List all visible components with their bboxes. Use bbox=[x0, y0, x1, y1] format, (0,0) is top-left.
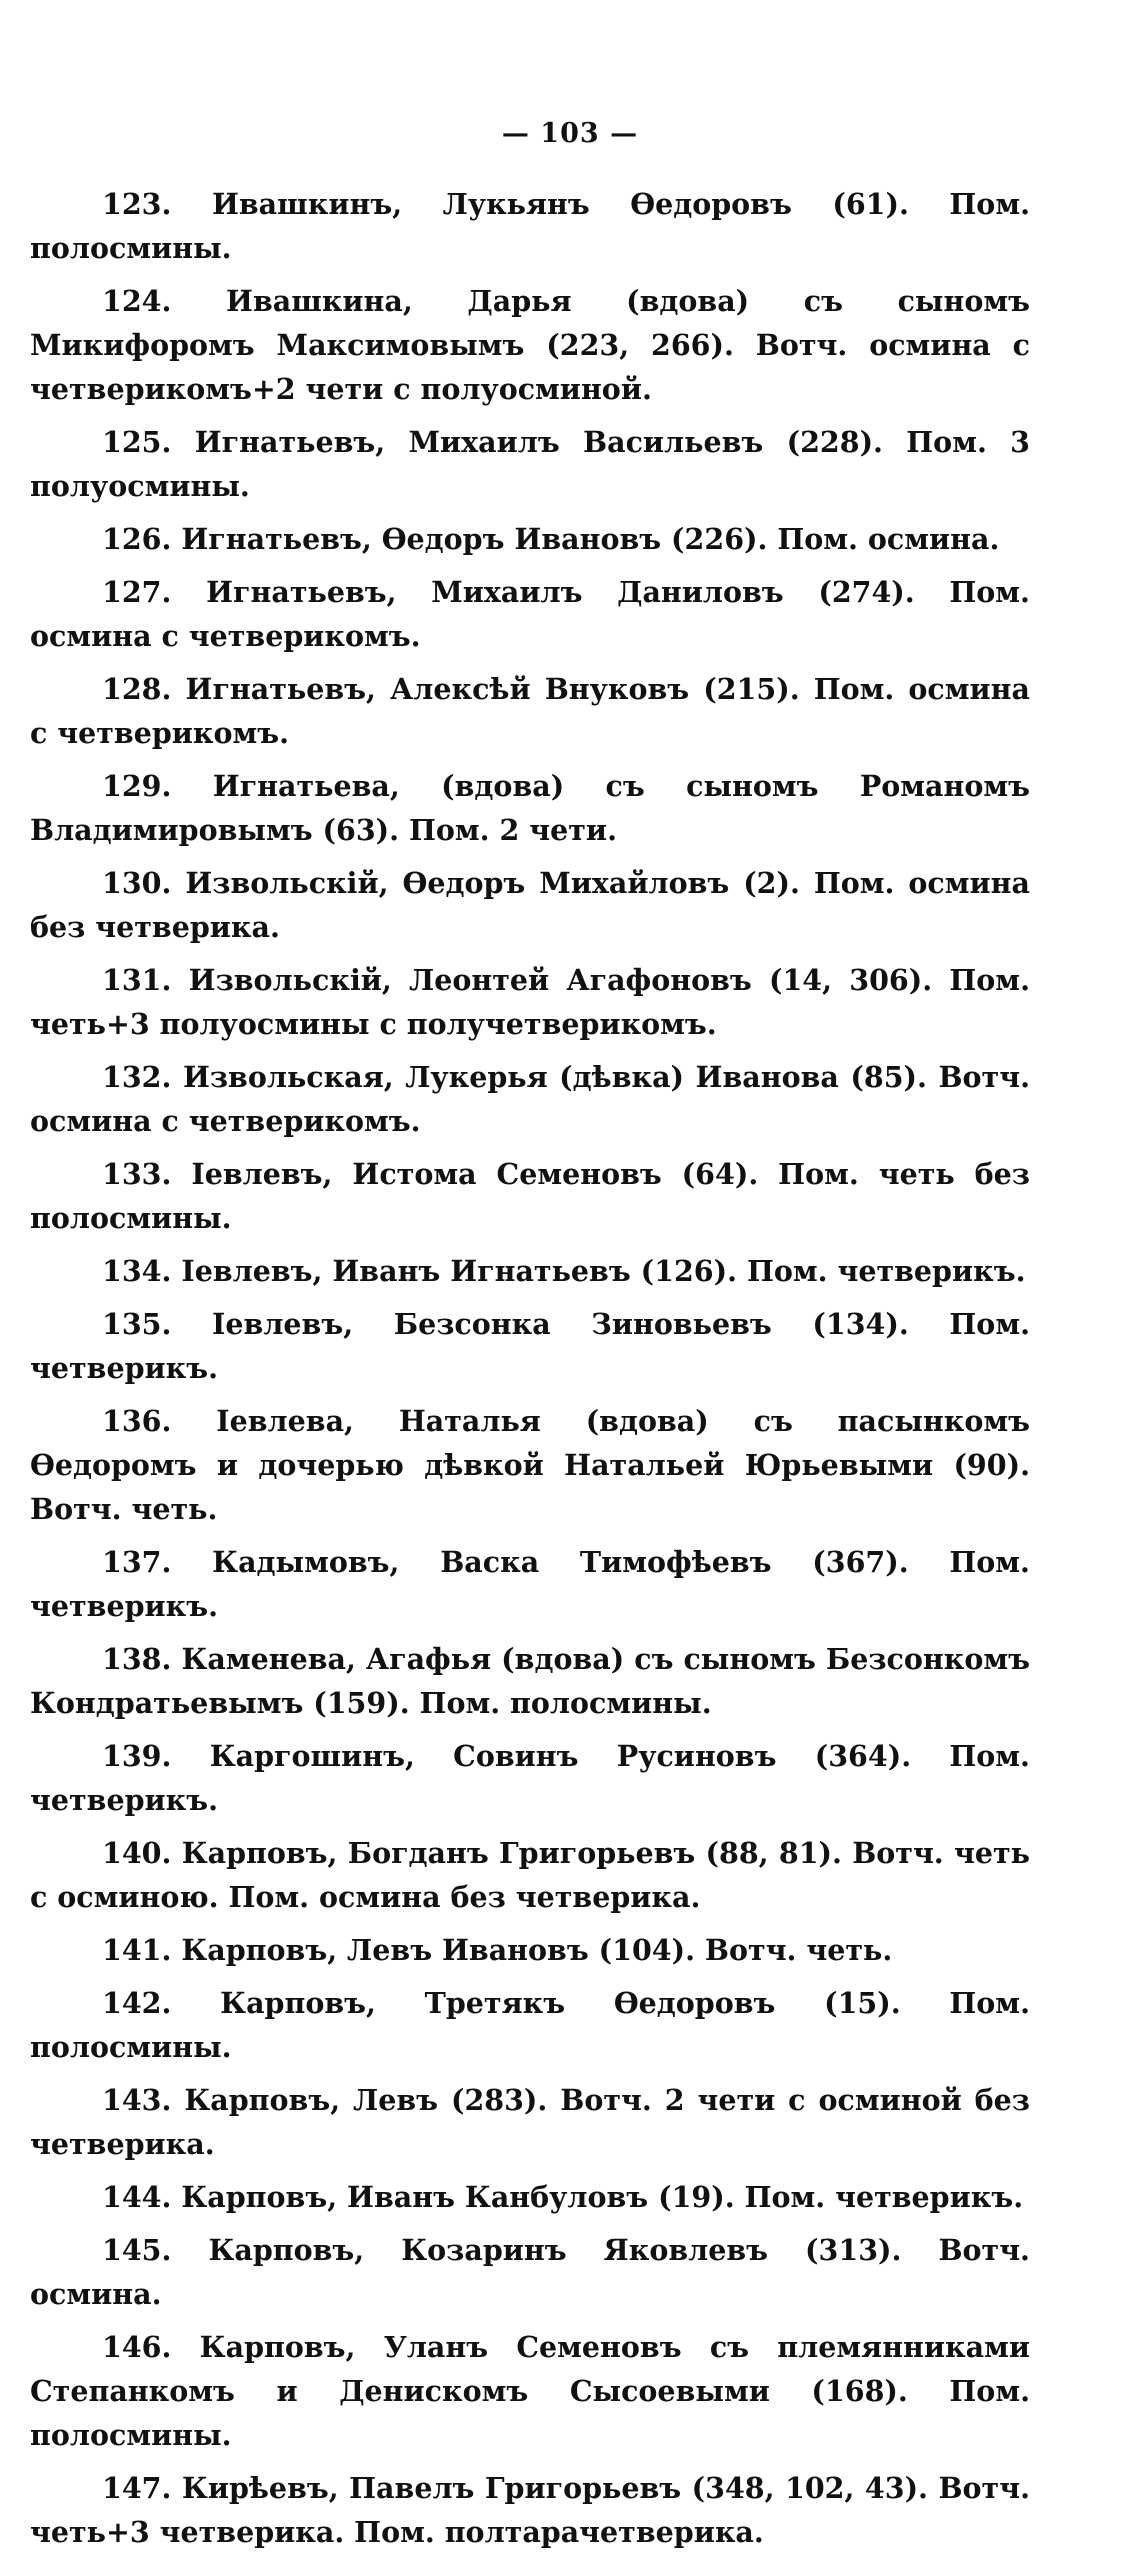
list-item bbox=[30, 517, 1030, 561]
entry-text: Игнатьевъ, Алексѣй Внуковъ (215). Пом. осмина с четверикомъ. bbox=[30, 672, 1030, 750]
list-item bbox=[30, 2325, 1030, 2457]
entry-number: 138. bbox=[102, 1642, 172, 1676]
list-item bbox=[30, 764, 1030, 852]
list-item bbox=[30, 570, 1030, 658]
entry-number: 135. bbox=[102, 1307, 172, 1341]
entry-number: 130. bbox=[102, 866, 172, 900]
list-item bbox=[30, 1831, 1030, 1919]
entry-text: Іевлевъ, Безсонка Зиновьевъ (134). Пом. четверикъ. bbox=[30, 1307, 1030, 1385]
entry-text: Игнатьевъ, Михаилъ Даниловъ (274). Пом. осмина с четверикомъ. bbox=[30, 575, 1030, 653]
entry-text: Каргошинъ, Совинъ Русиновъ (364). Пом. четверикъ. bbox=[30, 1739, 1030, 1817]
entry-number: 123. bbox=[102, 187, 172, 221]
entry-text: Кадымовъ, Васка Тимофѣевъ (367). Пом. четверикъ. bbox=[30, 1545, 1030, 1623]
entry-text: Карповъ, Левъ (283). Вотч. 2 чети с осминой без четверика. bbox=[30, 2083, 1030, 2161]
entry-number: 134. bbox=[102, 1254, 172, 1288]
entry-number: 139. bbox=[102, 1739, 172, 1773]
list-item bbox=[30, 1981, 1030, 2069]
list-item bbox=[30, 861, 1030, 949]
entry-number: 146. bbox=[102, 2330, 172, 2364]
entry-number: 142. bbox=[102, 1986, 172, 2020]
entry-number: 125. bbox=[102, 425, 172, 459]
entry-text: Игнатьевъ, Михаилъ Васильевъ (228). Пом. 3 полуосмины. bbox=[30, 425, 1030, 503]
entry-number: 127. bbox=[102, 575, 172, 609]
entry-text: Карповъ, Левъ Ивановъ (104). Вотч. четь. bbox=[181, 1933, 893, 1967]
entry-number: 133. bbox=[102, 1157, 172, 1191]
list-item bbox=[30, 2228, 1030, 2316]
entry-text: Игнатьевъ, Ѳедоръ Ивановъ (226). Пом. осмина. bbox=[181, 522, 1000, 556]
entry-text: Карповъ, Козаринъ Яковлевъ (313). Вотч. осмина. bbox=[30, 2233, 1030, 2311]
list-item bbox=[30, 1399, 1030, 1531]
list-item bbox=[30, 1637, 1030, 1725]
entry-number: 128. bbox=[102, 672, 172, 706]
list-item bbox=[30, 2175, 1030, 2219]
entry-number: 141. bbox=[102, 1933, 172, 1967]
entry-text: Карповъ, Третякъ Ѳедоровъ (15). Пом. полосмины. bbox=[30, 1986, 1030, 2064]
entry-text: Извольская, Лукерья (дѣвка) Иванова (85). Вотч. осмина с четверикомъ. bbox=[30, 1060, 1030, 1138]
list-item bbox=[30, 958, 1030, 1046]
list-item bbox=[30, 182, 1030, 270]
list-item bbox=[30, 1540, 1030, 1628]
entry-text: Извольскій, Ѳедоръ Михайловъ (2). Пом. осмина без четверика. bbox=[30, 866, 1030, 944]
entry-text: Кирѣевъ, Павелъ Григорьевъ (348, 102, 43). Вотч. четь+3 четверика. Пом. полтарачетверика. bbox=[30, 2471, 1030, 2549]
entry-text: Игнатьева, (вдова) съ сыномъ Романомъ Владимировымъ (63). Пом. 2 чети. bbox=[30, 769, 1030, 847]
entry-number: 144. bbox=[102, 2180, 172, 2214]
list-item bbox=[30, 1055, 1030, 1143]
entry-text: Іевлевъ, Иванъ Игнатьевъ (126). Пом. четверикъ. bbox=[181, 1254, 1026, 1288]
entry-number: 140. bbox=[102, 1836, 172, 1870]
entry-number: 131. bbox=[102, 963, 172, 997]
entry-text: Карповъ, Иванъ Канбуловъ (19). Пом. четверикъ. bbox=[181, 2180, 1024, 2214]
page-number: — 103 — bbox=[501, 118, 639, 149]
entry-text: Ивашкинъ, Лукьянъ Ѳедоровъ (61). Пом. полосмины. bbox=[30, 187, 1030, 265]
entry-text: Каменева, Агафья (вдова) съ сыномъ Безсонкомъ Кондратьевымъ (159). Пом. полосмины. bbox=[30, 1642, 1030, 1720]
list-item bbox=[30, 1928, 1030, 1972]
list-item bbox=[30, 1734, 1030, 1822]
entry-text: Карповъ, Уланъ Семеновъ съ племянниками Степанкомъ и Денискомъ Сысоевыми (168). Пом. полосмины. bbox=[30, 2330, 1030, 2452]
entry-number: 136. bbox=[102, 1404, 172, 1438]
entry-number: 137. bbox=[102, 1545, 172, 1579]
list-item bbox=[30, 1249, 1030, 1293]
entry-number: 145. bbox=[102, 2233, 172, 2267]
entry-text: Ивашкина, Дарья (вдова) съ сыномъ Микифоромъ Максимовымъ (223, 266). Вотч. осмина с четверикомъ+2 чети с полуосминой. bbox=[30, 284, 1030, 406]
list-item bbox=[30, 2466, 1030, 2554]
entry-number: 124. bbox=[102, 284, 172, 318]
entry-number: 143. bbox=[102, 2083, 172, 2117]
entry-text: Іевлевъ, Истома Семеновъ (64). Пом. четь без полосмины. bbox=[30, 1157, 1030, 1235]
entry-text: Карповъ, Богданъ Григорьевъ (88, 81). Вотч. четь с осминою. Пом. осмина без четверика. bbox=[30, 1836, 1030, 1914]
list-item bbox=[30, 1152, 1030, 1240]
entry-number: 147. bbox=[102, 2471, 172, 2505]
entry-text: Іевлева, Наталья (вдова) съ пасынкомъ Ѳедоромъ и дочерью дѣвкой Натальей Юрьевыми (90). Вотч. четь. bbox=[30, 1404, 1030, 1526]
list-item bbox=[30, 2078, 1030, 2166]
entry-text: Извольскій, Леонтей Агафоновъ (14, 306). Пом. четь+3 полуосмины с получетверикомъ. bbox=[30, 963, 1030, 1041]
entry-list bbox=[30, 182, 1030, 2563]
list-item bbox=[30, 420, 1030, 508]
list-item bbox=[30, 667, 1030, 755]
list-item bbox=[30, 279, 1030, 411]
entry-number: 126. bbox=[102, 522, 172, 556]
entry-number: 129. bbox=[102, 769, 172, 803]
entry-number: 132. bbox=[102, 1060, 172, 1094]
list-item bbox=[30, 1302, 1030, 1390]
